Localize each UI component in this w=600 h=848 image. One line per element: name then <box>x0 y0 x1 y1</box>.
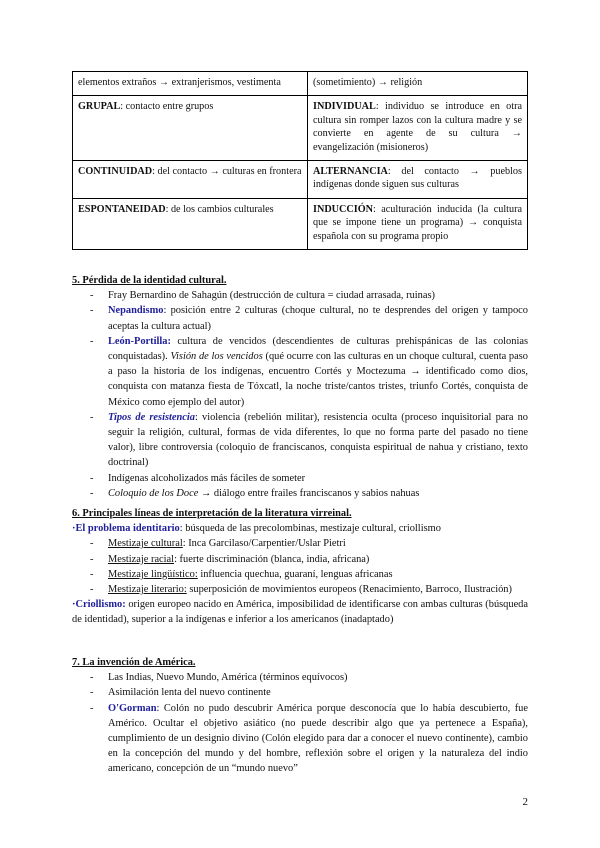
term-label: INDUCCIÓN <box>313 203 373 215</box>
term-label: INDIVIDUAL <box>313 101 376 113</box>
book-title: Coloquio de los Doce <box>108 487 199 499</box>
term-label: ALTERNANCIA <box>313 166 388 178</box>
list-item: - Mestizaje lingüístico: influencia quechua, guaraní, lenguas africanas <box>72 567 528 582</box>
term-label: CONTINUIDAD <box>78 166 153 178</box>
term-label: O'Gorman <box>108 702 157 714</box>
table-row <box>73 72 528 96</box>
table-cell: CONTINUIDAD: del contacto → culturas en frontera <box>73 161 308 199</box>
table-cell: INDUCCIÓN: aculturación inducida (la cultura que se impone tiene un programa) → conquista española con su programa propio <box>308 198 528 249</box>
list-item: - Mestizaje literario: superposición de movimientos europeos (Renacimiento, Barroco, Ilustración) <box>72 582 528 597</box>
term-label: Nepandismo <box>108 305 164 317</box>
section-6 <box>72 506 528 628</box>
table-cell: ESPONTANEIDAD: de los cambios culturales <box>73 198 308 249</box>
term-label: Mestizaje racial <box>108 553 175 565</box>
concepts-table <box>72 71 528 250</box>
page-number: 2 <box>522 796 528 808</box>
table-row <box>73 198 528 249</box>
table-cell: elementos extraños → extranjerismos, vestimenta <box>73 72 308 96</box>
book-title: Visión de los vencidos <box>170 351 263 363</box>
term-label: ·Criollismo: <box>72 599 126 611</box>
table-row <box>73 161 528 199</box>
table-cell: ALTERNANCIA: del contacto → pueblos indígenas donde siguen sus culturas <box>308 161 528 199</box>
term-label: León-Portilla: <box>108 335 171 347</box>
paragraph: ·El problema identitario: búsqueda de las precolombinas, mestizaje cultural, criollismo <box>72 523 441 535</box>
list-item: - Coloquio de los Doce → diálogo entre frailes franciscanos y sabios nahuas <box>72 486 528 501</box>
table-cell: INDIVIDUAL: individuo se introduce en otra cultura sin romper lazos con la cultura madre y se convierte en agente de su cultura → evangelización (misioneros) <box>308 96 528 161</box>
term-label: Mestizaje cultural <box>108 538 183 550</box>
section-7 <box>72 655 528 777</box>
section-heading: 6. Principales líneas de interpretación de la literatura virreinal. <box>72 508 352 519</box>
term-label: Mestizaje lingüístico: <box>108 568 198 580</box>
bullet-list <box>72 288 528 501</box>
section-heading: 5. Pérdida de la identidad cultural. <box>72 275 227 286</box>
list-item: - Fray Bernardino de Sahagún (destrucción de cultura = ciudad arrasada, ruinas) <box>72 288 528 303</box>
table-cell: (sometimiento) → religión <box>308 72 528 96</box>
term-label: Mestizaje literario: <box>108 584 187 596</box>
term-label: Tipos de resistencia <box>108 411 195 423</box>
section-heading: 7. La invención de América. <box>72 657 196 668</box>
list-item: - Mestizaje cultural: Inca Garcilaso/Carpentier/Uslar Pietri <box>72 536 528 551</box>
table-row <box>73 96 528 161</box>
list-item: - Tipos de resistencia: violencia (rebelión militar), resistencia oculta (proceso inquisitorial para no seguir la religión, cultural, formas de vida diferentes, lo que no forma parte del pasado no tiene valor), libre controversia (coloquio de franciscanos, conquista espiritual de nahua y cristiano, texto doctrinal) <box>72 410 528 471</box>
term-label: ESPONTANEIDAD <box>78 203 166 215</box>
term-label: GRUPAL <box>78 101 121 113</box>
list-item: - León-Portilla: cultura de vencidos (descendientes de culturas prehispánicas de las colonias conquistadas). Visión de los vencidos (qué ocurre con las culturas en un choque cultural, cuenta paso a paso la historia de los indígenas, encuentro Cortés y Moctezuma → identificado como dios, conquista con matanza fiesta de Tóxcatl, la noche triste/cantos tristes, triunfo Cortés, conquista de México como ejemplo del autor) <box>72 334 528 410</box>
list-item: - Mestizaje racial: fuerte discriminación (blanca, india, africana) <box>72 552 528 567</box>
list-item: - O'Gorman: Colón no pudo descubrir América porque desconocía que lo había descubierto, fue Américo. Ocultar el objetivo asiático (no puede describir algo que ya pertenece a España), cumplimiento de un designio divino (Colón elegido para dar a conocer el nuevo continente), cambio en la concepción del mundo y del hombre, reflexión sobre el origen y la naturaleza del indio americano, concepción de un “mundo nuevo” <box>72 701 528 777</box>
table-cell: GRUPAL: contacto entre grupos <box>73 96 308 161</box>
list-item: - Las Indias, Nuevo Mundo, América (términos equívocos) <box>72 670 528 685</box>
list-item: - Nepandismo: posición entre 2 culturas (choque cultural, no te desprendes del origen y tampoco aceptas la cultura actual) <box>72 303 528 333</box>
bullet-list <box>72 670 528 776</box>
term-label: ·El problema identitario <box>72 523 180 535</box>
paragraph: ·Criollismo: origen europeo nacido en América, imposibilidad de identificarse con ambas culturas (búsqueda de identidad), superior a la indígenas e inferior a los americanos (inadaptado) <box>72 599 528 626</box>
section-5 <box>72 273 528 501</box>
list-item: - Asimilación lenta del nuevo continente <box>72 685 528 700</box>
list-item: - Indígenas alcoholizados más fáciles de someter <box>72 471 528 486</box>
bullet-list <box>72 536 528 597</box>
